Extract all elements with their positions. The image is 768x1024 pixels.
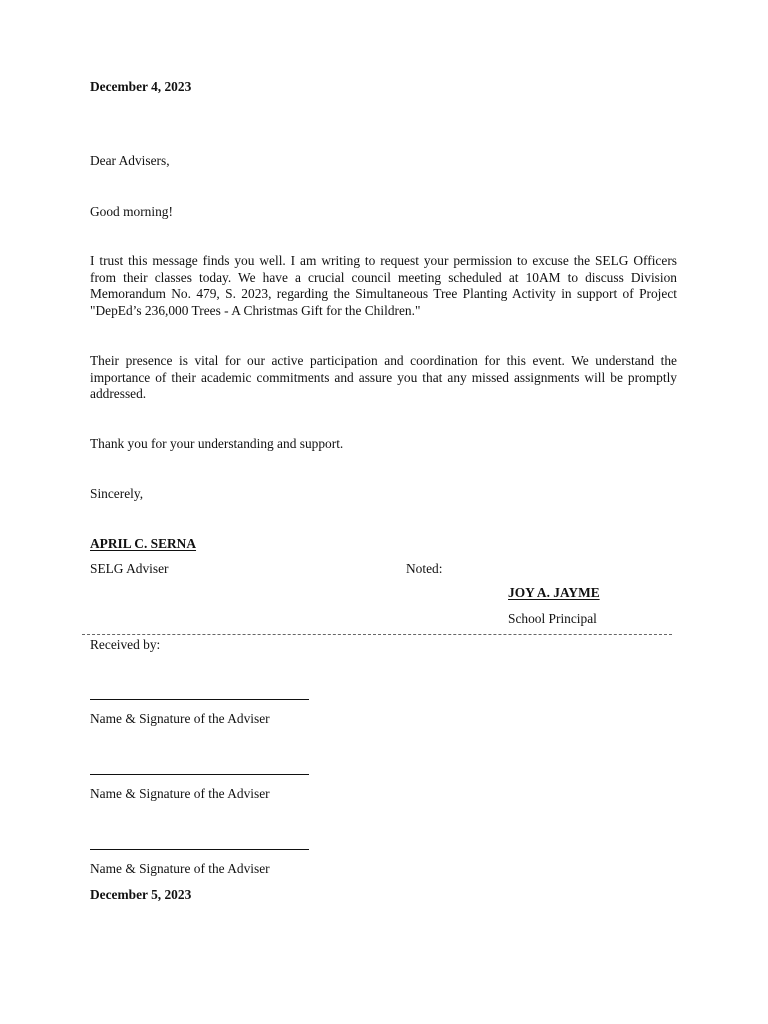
sender-title: SELG Adviser xyxy=(90,561,169,576)
greeting: Good morning! xyxy=(90,204,173,219)
signature-caption: Name & Signature of the Adviser xyxy=(90,786,270,801)
body-paragraph-1: I trust this message finds you well. I am writing to request your permission to excuse the SELG Officers from their classes today. We have a crucial council meeting scheduled at 10AM to discuss Division Memorandum No. 479, S. 2023, regarding the Simultaneous Tree Planting Activity in support of Project "DepEd’s 236,000 Trees - A Christmas Gift for the Children." xyxy=(90,253,677,318)
signature-caption: Name & Signature of the Adviser xyxy=(90,861,270,876)
received-date: December 5, 2023 xyxy=(90,887,192,902)
received-by-label: Received by: xyxy=(90,637,161,652)
noted-label: Noted: xyxy=(406,561,443,576)
thanks-line: Thank you for your understanding and support. xyxy=(90,436,344,451)
signature-line xyxy=(90,774,309,775)
closing: Sincerely, xyxy=(90,486,144,501)
cut-line-divider xyxy=(82,634,672,635)
signature-caption: Name & Signature of the Adviser xyxy=(90,711,270,726)
letter-date: December 4, 2023 xyxy=(90,79,192,94)
signature-line xyxy=(90,849,309,850)
sender-name: APRIL C. SERNA xyxy=(90,536,197,551)
principal-title: School Principal xyxy=(508,611,597,626)
salutation: Dear Advisers, xyxy=(90,153,170,168)
body-paragraph-2: Their presence is vital for our active participation and coordination for this event. We understand the importance of their academic commitments and assure you that any missed assignments will be promptly addressed. xyxy=(90,353,677,401)
principal-name: JOY A. JAYME xyxy=(508,585,600,600)
signature-line xyxy=(90,699,309,700)
